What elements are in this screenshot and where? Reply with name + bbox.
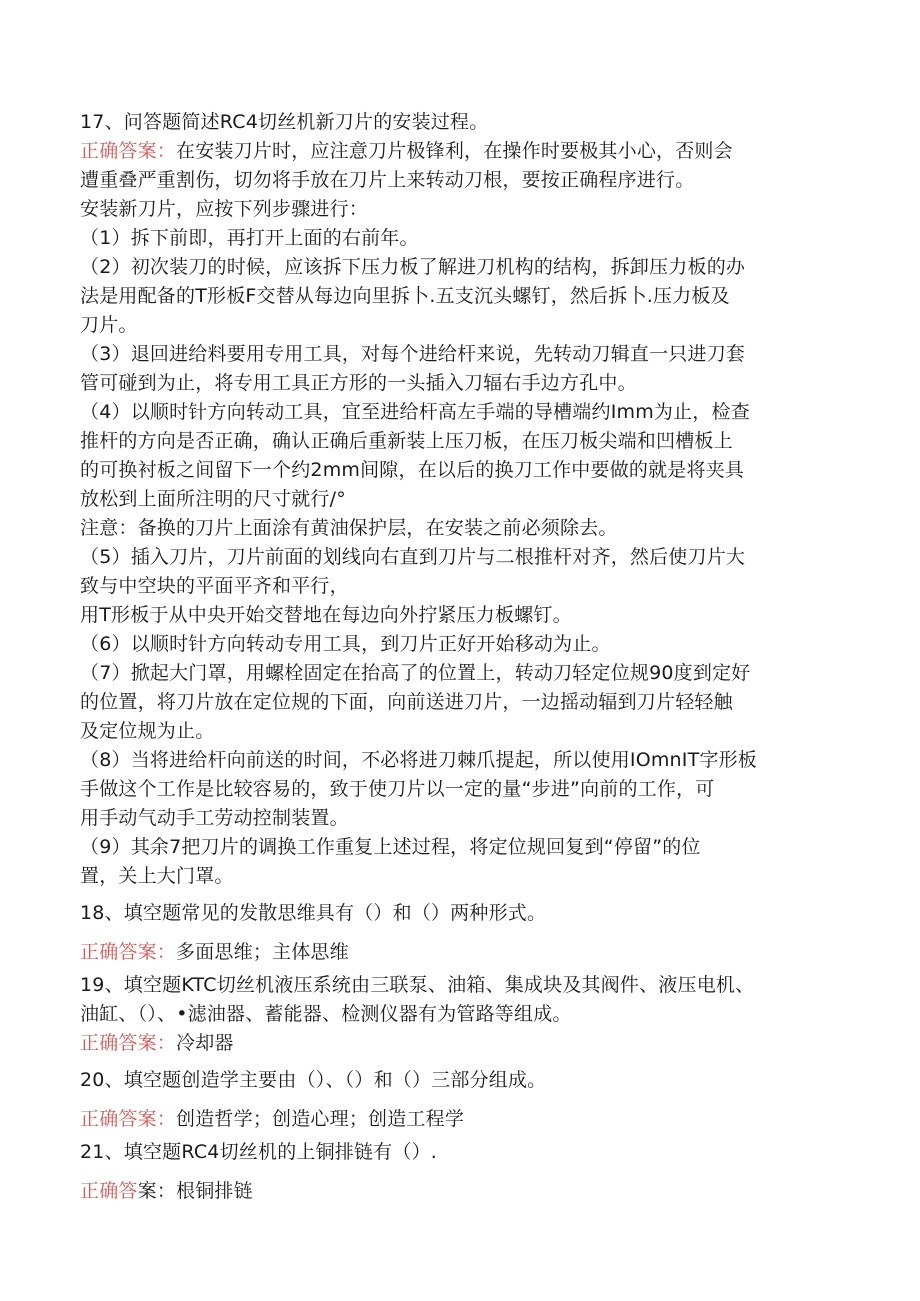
question-20-title: 20、填空题创造学主要由（）、（）和（）三部分组成。: [80, 1069, 547, 1091]
step-7: （7）掀起大门罩，用螺栓固定在抬高了的位置上，转动刀轻定位规90度到定好: [80, 662, 751, 684]
answer-label: 正确答案：: [80, 1032, 177, 1054]
step-3-cont: 管可碰到为止，将专用工具正方形的一头插入刀辐右手边方孔中。: [80, 372, 637, 394]
step-2-cont: 刀片。: [80, 314, 138, 336]
document-page: [80, 108, 840, 1206]
note-line: 注意：备换的刀片上面涂有黄油保护层，在安装之前必须除去。: [80, 517, 618, 539]
step-8-cont: 手做这个工作是比较容易的，致于使刀片以一定的量“步进”向前的工作，可: [80, 778, 715, 800]
step-2: （2）初次装刀的时候，应该拆下压力板了解进刀机构的结构，拆卸压力板的办: [80, 256, 746, 278]
step-7-cont: 的位置，将刀片放在定位规的下面，向前送进刀片，一边摇动辐到刀片轻轻触: [80, 691, 733, 713]
step-8: （8）当将进给杆向前送的时间，不必将进刀棘爪提起，所以使用IOmnIT字形板: [80, 749, 758, 771]
answer-body-line: 安装新刀片，应按下列步骤进行：: [80, 198, 369, 220]
step-7-cont: 及定位规为止。: [80, 720, 215, 742]
question-17-answer-line: [80, 137, 840, 166]
step-4-cont: 放松到上面所注明的尺寸就行/°: [80, 488, 346, 510]
question-19-title-cont: 油缸、（）、•滤油器、蓄能器、检测仪器有为管路等组成。: [80, 1003, 572, 1025]
step-5-cont: 用T形板于从中央开始交替地在每边向外拧紧压力板螺钉。: [80, 604, 572, 626]
answer-text: 多面思维；主体思维: [176, 941, 349, 963]
question-21-title: 21、填空题RC4切丝机的上铜排链有（）.: [80, 1141, 438, 1163]
answer-label: 正确答案：: [80, 941, 177, 963]
answer-text: 在安装刀片时，应注意刀片极锋利，在操作时要极其小心，否则会: [176, 140, 733, 162]
step-5-cont: 致与中空块的平面平齐和平行，: [80, 575, 349, 597]
step-4-cont: 推杆的方向是否正确，确认正确后重新装上压刀板，在压刀板尖端和凹槽板上: [80, 430, 733, 452]
answer-label: 正确答案：: [80, 140, 177, 162]
step-1: （1）拆下前即，再打开上面的右前年。: [80, 227, 419, 249]
answer-text: 创造哲学；创造心理；创造工程学: [176, 1108, 465, 1130]
step-8-cont: 用手动气动手工劳动控制装置。: [80, 807, 349, 829]
question-19-title: 19、填空题KTC切丝机液压系统由三联泵、油箱、集成块及其阀件、液压电机、: [80, 974, 755, 996]
question-18-title: 18、填空题常见的发散思维具有（）和（）两种形式。: [80, 902, 547, 924]
step-4-cont: 的可换衬板之间留下一个约2mm间隙，在以后的换刀工作中要做的就是将夹具: [80, 459, 745, 481]
question-21-answer: [80, 1177, 840, 1206]
question-20-answer: [80, 1105, 840, 1134]
step-9-cont: 置，关上大门罩。: [80, 865, 234, 887]
answer-label: 正确答案：: [80, 1108, 177, 1130]
step-5: （5）插入刀片，刀片前面的划线向右直到刀片与二根推杆对齐，然后使刀片大: [80, 546, 746, 568]
step-9: （9）其余7把刀片的调换工作重复上述过程，将定位规回复到“停留”的位: [80, 836, 701, 858]
answer-text: 根铜排链: [176, 1180, 253, 1202]
answer-label-tail: 案：: [137, 1180, 177, 1202]
answer-label: 正确答: [80, 1180, 138, 1202]
answer-text: 冷却器: [176, 1032, 234, 1054]
question-19-answer: [80, 1029, 840, 1058]
step-4: （4）以顺时针方向转动工具，宜至进给杆高左手端的导槽端约Imm为止，检查: [80, 401, 750, 423]
question-17-title: 17、问答题简述RC4切丝机新刀片的安装过程。: [80, 111, 489, 133]
step-2-cont: 法是用配备的T形板F交替从每边向里拆卜.五支沉头螺钉，然后拆卜.压力板及: [80, 285, 730, 307]
question-18-answer: [80, 938, 840, 967]
answer-body-line: 遭重叠严重割伤，切勿将手放在刀片上来转动刀根，要按正确程序进行。: [80, 169, 695, 191]
step-6: （6）以顺时针方向转动专用工具，到刀片正好开始移动为止。: [80, 633, 611, 655]
step-3: （3）退回进给料要用专用工具，对每个进给杆来说，先转动刀辑直一只进刀套: [80, 343, 746, 365]
